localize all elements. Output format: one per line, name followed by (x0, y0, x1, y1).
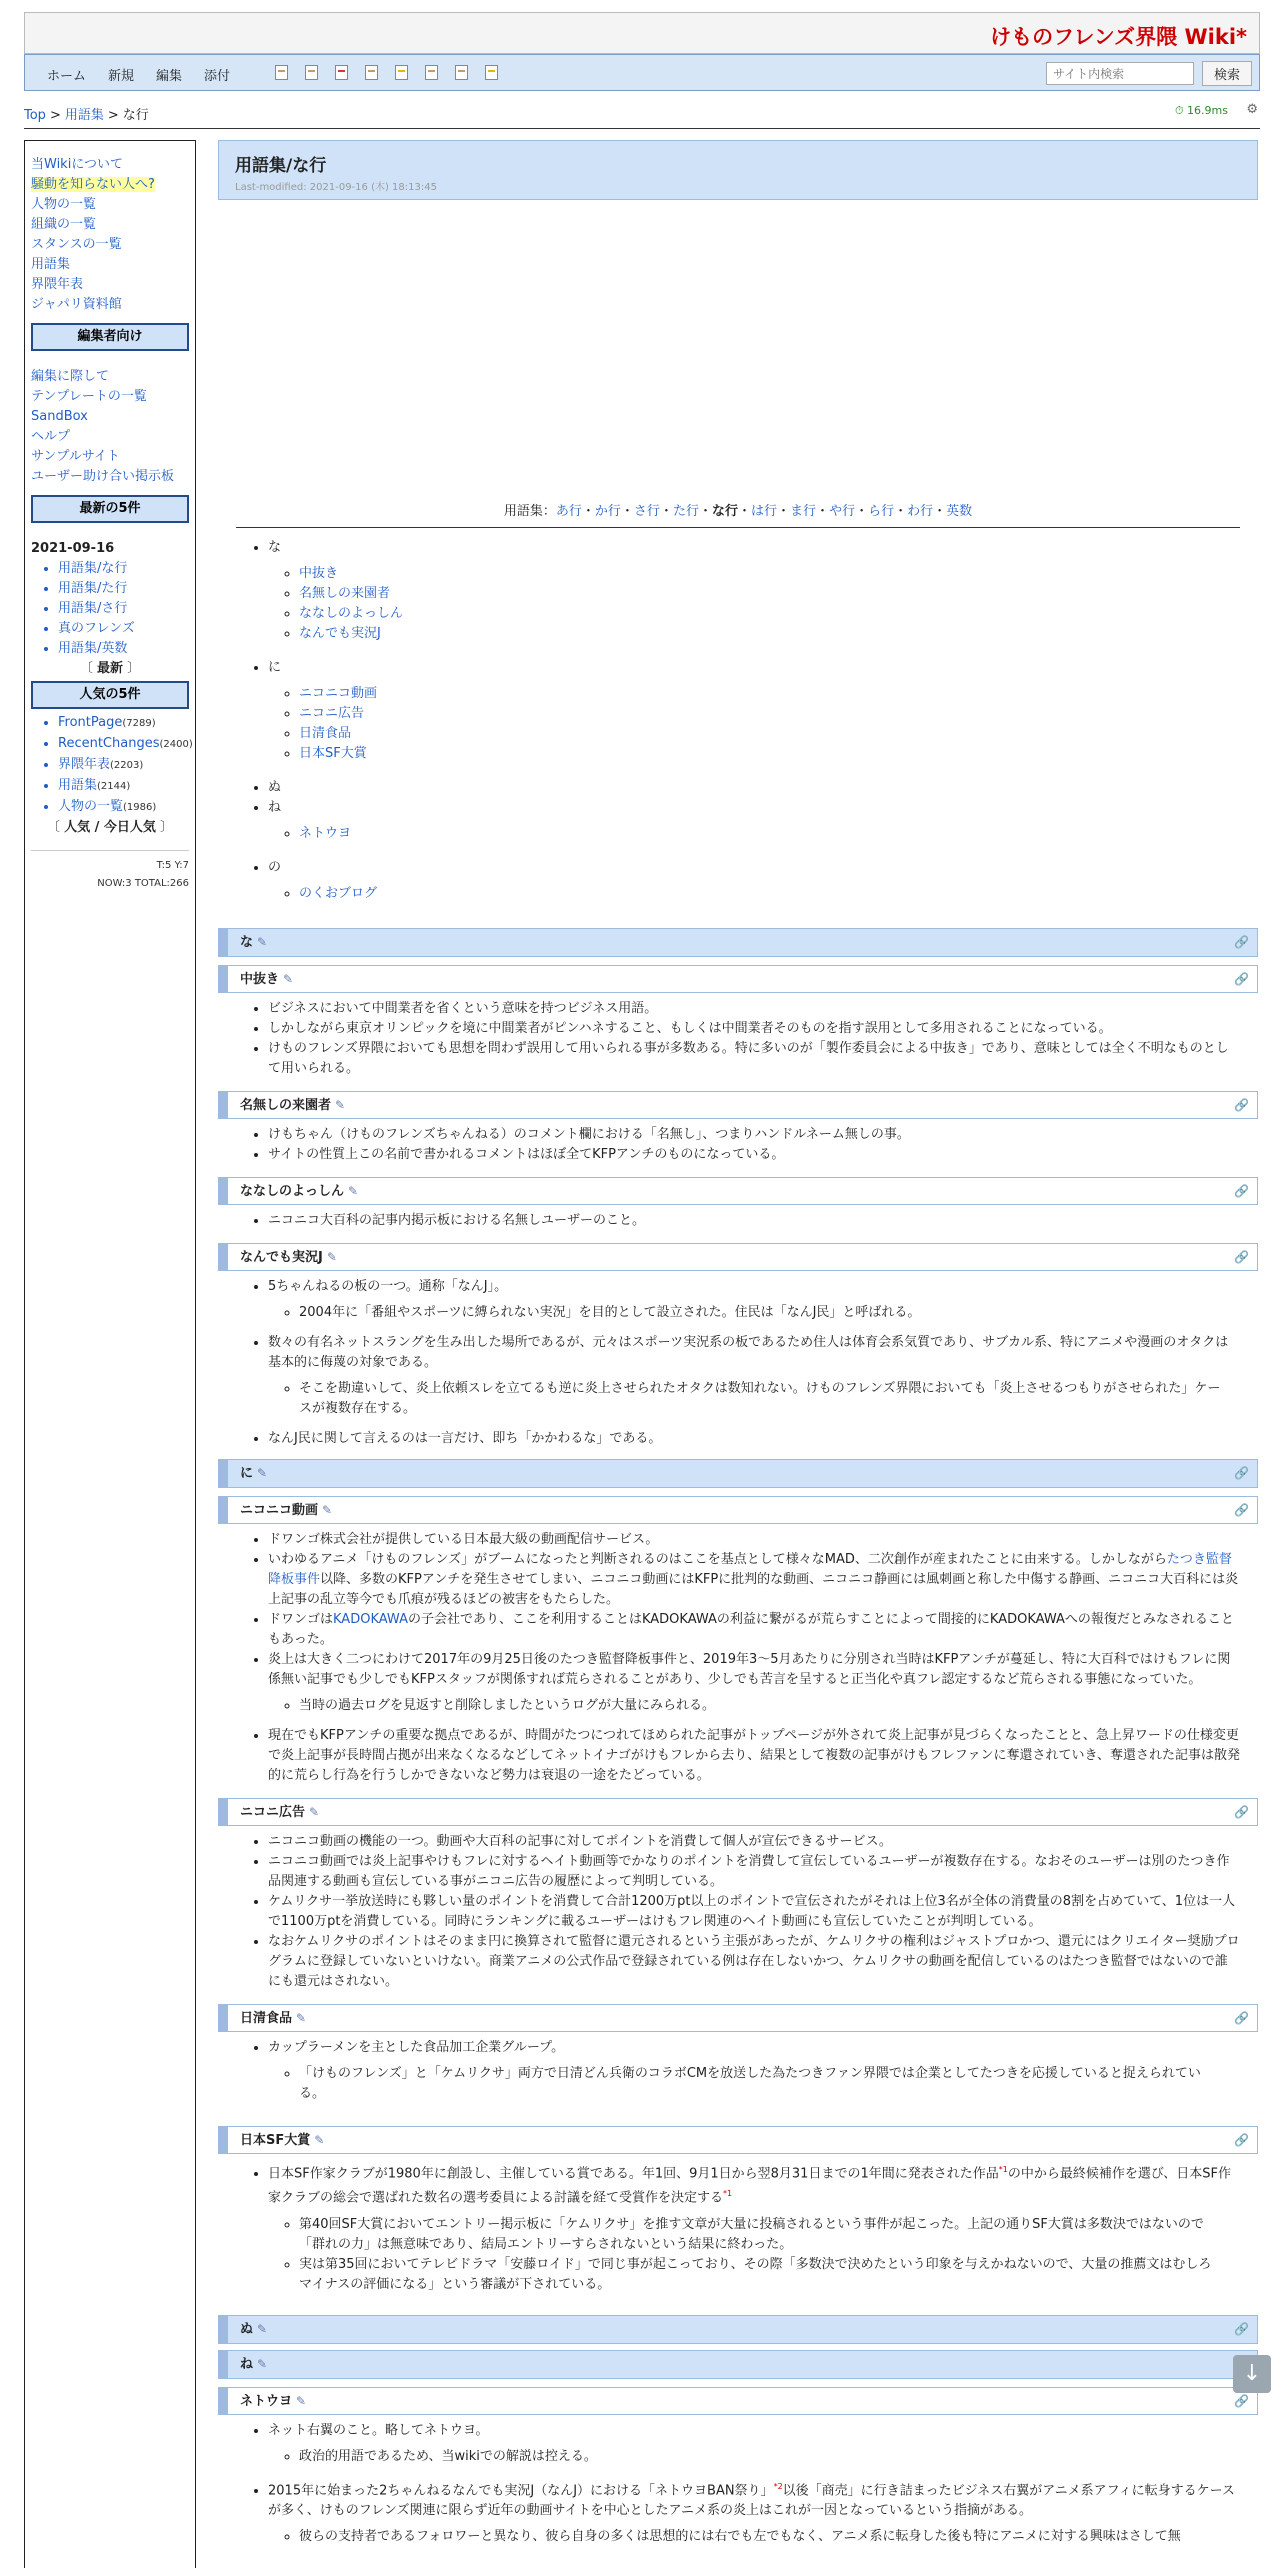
index-nav-na-current: な行 (711, 504, 738, 519)
menu-link-stances[interactable]: スタンスの一覧 (31, 237, 122, 252)
recent-item (58, 599, 189, 619)
heading-text: ね (240, 2356, 254, 2372)
link-tatsuki-incident[interactable]: たつき監督降板事件 (268, 1552, 1232, 1587)
perf-time: 16.9ms (1187, 104, 1228, 117)
list-item: • けもちゃん（けものフレンズちゃんねる）のコメント欄における「名無し」、つまりハンドルネーム無しの事。 (268, 1125, 1258, 1145)
recent-item (58, 559, 189, 579)
list-item (268, 1610, 1258, 1650)
edit-pencil-icon[interactable]: ✎ (335, 1098, 346, 1112)
item-text: 炎上は大きく二つにわけて2017年の9月25日後のたつき監督降板事件と、2019年3～5月あたりに分別され当時はKFPアンチが蔓延し、特に大百科ではけもフレに関係無い記事でも少しでもKFPスタッフが関係すれば荒らされることがあり、少しでも苦言を呈すると正当化や真フレ認定するなど荒らされる事態になっていた。 (268, 1652, 1231, 1687)
ad-space (218, 200, 1258, 500)
index-nav-ka[interactable]: か行 (594, 504, 621, 519)
anchor-link-icon[interactable]: 🔗 (1234, 1503, 1249, 1517)
footnote-link[interactable]: *2 (773, 2481, 783, 2491)
footnote-link[interactable]: *1 (723, 2189, 733, 2199)
nav-edit[interactable]: 編集 (156, 69, 183, 84)
menu-link-templates[interactable]: テンプレートの一覧 (31, 389, 147, 404)
recent-link[interactable]: 用語集/な行 (58, 561, 128, 576)
heading-text: ネトウヨ (240, 2393, 293, 2409)
list-item: • 現在でもKFPアンチの重要な拠点であるが、時間がたつにつれてほめられた記事がトップページが外されて炎上記事が見づらくなったことと、急上昇ワードの仕様変更で炎上記事が長時間占拠が出来なくなるなどしてネットイナゴがけもフレから去り、結果として複数の記事がけもフレファンに奪還されていき、奪還された記事は散発的に荒らし行為を行うしかできないなど勢力は衰退の一途をたどっている。 (268, 1726, 1258, 1786)
toc-item (268, 538, 1258, 644)
section-niconico (218, 1524, 1258, 1790)
item-text: 数々の有名ネットスラングを生み出した場所であるが、元々はスポーツ実況系の板であるため住人は体育会系気質であり、サブカル系、特にアニメや漫画のオタクは基本的に侮蔑の対象である。 (268, 1335, 1229, 1370)
recent-more: 〔 最新 〕 (79, 661, 141, 676)
breadcrumb-sep: > (49, 108, 61, 123)
toc-link[interactable]: 日本SF大賞 (299, 746, 367, 761)
breadcrumb-top[interactable]: Top (24, 108, 46, 123)
edit-pencil-icon[interactable]: ✎ (326, 1250, 337, 1264)
toc-subitem (299, 744, 1258, 764)
heading-text: ななしのよっしん (240, 1184, 345, 1199)
toc-link[interactable]: 日清食品 (299, 726, 352, 741)
table-of-contents (218, 528, 1258, 922)
heading-nicoad (218, 1798, 1258, 1826)
toc-link[interactable]: のくおブログ (299, 886, 378, 901)
recent-date: 2021-09-16 (31, 541, 115, 556)
index-nav-a[interactable]: あ行 (555, 504, 582, 519)
edit-pencil-icon[interactable]: ✎ (314, 2133, 325, 2147)
popular-count: (2400) (159, 739, 193, 750)
recent-item (58, 619, 189, 639)
site-header (24, 12, 1260, 54)
edit-pencil-icon[interactable]: ✎ (257, 1466, 268, 1480)
toc-link[interactable]: ネトウヨ (299, 826, 352, 841)
popular-link[interactable]: FrontPage (58, 715, 123, 730)
toc-subitem (299, 584, 1258, 604)
index-sep: ・ (816, 504, 830, 519)
menu-link-newcomer[interactable]: 騒動を知らない人へ? (31, 177, 155, 192)
list-subitem: ◦ 「けものフレンズ」と「ケムリクサ」両方で日清どん兵衛のコラボCMを放送した為たつきファン界隈では企業としてたつきを応援していると捉えられている。 (299, 2064, 1240, 2104)
sidebar (24, 140, 196, 2568)
heading-text: なんでも実況J (240, 1250, 323, 1265)
menu-link-glossary[interactable]: 用語集 (31, 257, 71, 272)
anchor-link-icon[interactable]: 🔗 (1234, 2393, 1249, 2408)
index-nav-ha[interactable]: は行 (751, 504, 778, 519)
section-netuyo (218, 2415, 1258, 2561)
popular-link[interactable]: 界隈年表 (58, 757, 111, 772)
index-sep: ・ (855, 504, 869, 519)
list-item: • なおケムリクサのポイントはそのまま円に換算されて監督に還元されるという主張があったが、ケムリクサの権利はジャストプロかつ、還元にはクリエイター奨励プログラムに登録していないといけない。商業アニメの公式作品で登録されている例は存在しないかつ、ケムリクサの動画を配信しているのはたつき監督ではないので誰にも還元はされない。 (268, 1932, 1258, 1992)
heading-text: 名無しの来園者 (240, 1098, 332, 1113)
edit-pencil-icon[interactable]: ✎ (257, 2321, 268, 2336)
list-item: • ニコニコ動画の機能の一つ。動画や大百科の記事に対してポイントを消費して個人が宣伝できるサービス。 (268, 1832, 1258, 1852)
search-button[interactable]: 検索 (1202, 61, 1252, 86)
popular-list (31, 713, 193, 818)
toc-subitem (299, 604, 1258, 624)
item-text: いわゆるアニメ「けものフレンズ」がブームになったと判断されるのはここを基点として様々なMAD、二次創作が産まれたことに由来する。しかしながら (268, 1552, 1167, 1567)
site-title[interactable]: けものフレンズ界隈 Wiki* (990, 25, 1247, 49)
lock-icon[interactable] (395, 65, 408, 80)
heading-text: ニコニ広告 (240, 1805, 306, 1820)
anchor-link-icon[interactable]: 🔗 (1234, 972, 1249, 986)
menu-header-editors: 編集者向け (31, 323, 189, 351)
recent-item (58, 579, 189, 599)
anchor-link-icon[interactable]: 🔗 (1234, 1466, 1249, 1480)
edit-pencil-icon[interactable]: ✎ (296, 2393, 307, 2408)
heading-text: に (240, 1466, 254, 1481)
popular-more-link[interactable]: 人気 / 今日人気 (64, 820, 156, 835)
toc-subitem (299, 564, 1258, 584)
recent-more-link[interactable]: 最新 (96, 661, 123, 676)
heading-nissin (218, 2004, 1258, 2032)
menu-link-archive[interactable]: ジャパリ資料館 (31, 297, 122, 312)
toc-link[interactable]: なんでも実況J (299, 626, 381, 641)
toc-subitem (299, 704, 1258, 724)
toc-subitem (299, 724, 1258, 744)
index-sep: ・ (777, 504, 791, 519)
popular-link[interactable]: RecentChanges (58, 736, 160, 751)
index-nav-ra[interactable]: ら行 (868, 504, 895, 519)
anchor-link-icon[interactable]: 🔗 (1234, 935, 1249, 949)
toc-item (268, 858, 1258, 904)
heading-na (218, 928, 1258, 957)
list-item: • ドワンゴ株式会社が提供している日本最大級の動画配信サービス。 (268, 1530, 1258, 1550)
nav-home[interactable]: ホーム (47, 69, 87, 84)
anchor-link-icon[interactable]: 🔗 (1234, 1098, 1249, 1112)
menu-link-orgs[interactable]: 組織の一覧 (31, 217, 97, 232)
list-subitem: ◦ 当時の過去ログを見返すと削除しましたというログが大量にみられる。 (299, 1696, 1240, 1716)
anchor-link-icon[interactable]: 🔗 (1234, 1184, 1249, 1198)
list-item: • ニコニコ大百科の記事内掲示板における名無しユーザーのこと。 (268, 1211, 1258, 1231)
index-nav-ma[interactable]: ま行 (790, 504, 817, 519)
popular-count: (1986) (123, 802, 157, 813)
recent-link[interactable]: 用語集/英数 (58, 641, 128, 656)
breadcrumb-current: な行 (122, 108, 149, 123)
menu-link-help[interactable]: ヘルプ (31, 429, 71, 444)
index-nav-sa[interactable]: さ行 (633, 504, 660, 519)
list-item: • なんJ民に関して言えるのは一言だけ、即ち「かかわるな」である。 (268, 1429, 1258, 1449)
backup-icon[interactable] (365, 65, 378, 80)
list-item (268, 1277, 1258, 1323)
edit-pencil-icon[interactable] (275, 65, 288, 80)
item-text: 日本SF作家クラブが1980年に創設し、主催している賞である。年1回、9月1日から翌8月31日までの1年間に発表された作品 (268, 2166, 999, 2182)
recent-link[interactable]: 用語集/た行 (58, 581, 128, 596)
search-input[interactable] (1046, 62, 1194, 85)
item-text: 以降、多数のKFPアンチを発生させてしまい、ニコニコ動画にはKFPに批判的な動画、ニコニコ静画には風刺画と称した中傷する静画、ニコニコ大百科には炎上記事の乱立等今でも爪痕が残るほどの被害をもたらした。 (268, 1572, 1239, 1607)
page-title: 用語集/な行 (235, 156, 327, 176)
toc-subitem (299, 684, 1258, 704)
menu-link-timeline[interactable]: 界隈年表 (31, 277, 84, 292)
index-sep: ・ (933, 504, 947, 519)
item-text: の中から最終候補作を選び、日本SF作家クラブの総会で選ばれた数名の選考委員による討議を経て受賞作を決定する (268, 2166, 1232, 2206)
section-nakanuki (218, 993, 1258, 1083)
popular-item (58, 776, 189, 797)
toc-item (268, 798, 1258, 844)
heading-text: 日本SF大賞 (240, 2133, 311, 2148)
toc-label: ぬ (268, 780, 282, 795)
edit-pencil-icon[interactable]: ✎ (296, 2011, 307, 2025)
toc-link[interactable]: 名無しの来園者 (299, 586, 391, 601)
item-text: ドワンゴは (268, 1612, 334, 1627)
list-item (268, 2421, 1258, 2467)
anchor-link-icon[interactable]: 🔗 (1234, 1805, 1249, 1819)
index-sep: ・ (698, 504, 712, 519)
anchor-link-icon[interactable]: 🔗 (1234, 2133, 1249, 2147)
new-page-icon[interactable] (305, 65, 318, 80)
heading-text: 日清食品 (240, 2011, 293, 2026)
list-subitem: ◦ 2004年に「番組やスポーツに縛られない実況」を目的として設立された。住民は「なんJ民」と呼ばれる。 (299, 1303, 1240, 1323)
index-sep: ・ (620, 504, 634, 519)
top-divider (24, 128, 1260, 129)
recent-link[interactable]: 真のフレンズ (58, 621, 135, 636)
list-item (268, 2477, 1258, 2547)
menu-header-popular: 人気の5件 (31, 681, 189, 709)
edit-pencil-icon[interactable]: ✎ (322, 1503, 333, 1517)
scroll-down-button[interactable]: ↓ (1233, 2355, 1271, 2393)
stopwatch-icon: ⏱ (1174, 104, 1188, 117)
toc-link[interactable]: ニコニコ動画 (299, 686, 378, 701)
list-subitem: ◦ 第40回SF大賞においてエントリー掲示板に「ケムリクサ」を推す文章が大量に投稿されるという事件が起こった。上記の通りSF大賞は多数決ではないので「群れの力」は無意味であり、結局エントリーすらされないという結果に終わった。 (299, 2215, 1240, 2255)
nav-new[interactable]: 新規 (108, 69, 135, 84)
heading-netuyo (218, 2387, 1258, 2415)
footnote-link[interactable]: *1 (998, 2165, 1008, 2174)
section-nanj (218, 1271, 1258, 1453)
edit-pencil-icon[interactable]: ✎ (283, 972, 294, 986)
popular-count: (2203) (110, 760, 144, 771)
list-item (268, 1650, 1258, 1716)
index-nav-wa[interactable]: わ行 (907, 504, 934, 519)
item-text: 以後「商売」に行き詰まったビジネス右翼がアニメ系アフィに転身するケースが多く、けものフレンズ関連に限らず近年の動画サイトを中心としたアニメ系の炎上はこれが一因となっているという指摘がある。 (268, 2482, 1235, 2518)
item-text: カップラーメンを主とした食品加工企業グループ。 (268, 2040, 565, 2055)
menu-link-editing[interactable]: 編集に際して (31, 369, 110, 384)
list-item (268, 2038, 1258, 2104)
heading-sf-award (218, 2126, 1258, 2154)
history-icon[interactable] (455, 65, 468, 80)
menu-link-about[interactable]: 当Wikiについて (31, 157, 124, 172)
recent-link[interactable]: 用語集/さ行 (58, 601, 128, 616)
nav-links (47, 65, 230, 84)
list-item (268, 1550, 1258, 1610)
heading-text: ニコニコ動画 (240, 1503, 319, 1518)
heading-text: ぬ (240, 2321, 254, 2337)
list-subitem: ◦ そこを勘違いして、炎上依頼スレを立てるも逆に炎上させられたオタクは数知れない。けものフレンズ界隈においても「炎上させるつもりがさせられた」ケースが複数存在する。 (299, 1379, 1240, 1419)
item-text: 5ちゃんねるの板の一つ。通称「なんJ」。 (268, 1279, 508, 1294)
toc-link[interactable]: ななしのよっしん (299, 606, 404, 621)
popular-link[interactable]: 人物の一覧 (58, 799, 124, 814)
list-item (268, 2160, 1258, 2295)
toc-subitem (299, 884, 1258, 904)
edit-pencil-icon[interactable]: ✎ (348, 1184, 359, 1198)
heading-niconico (218, 1496, 1258, 1524)
anchor-link-icon[interactable]: 🔗 (1234, 2011, 1249, 2025)
toc-link[interactable]: 中抜き (299, 566, 339, 581)
counter-stats-1: T:5 Y:7 (156, 860, 189, 871)
menu-link-bbs[interactable]: ユーザー助け合い掲示板 (31, 469, 175, 484)
breadcrumb-glossary[interactable]: 用語集 (64, 108, 104, 123)
edit-pencil-icon[interactable]: ✎ (309, 1805, 320, 1819)
menu-link-sandbox[interactable]: SandBox (31, 409, 88, 424)
item-text: の子会社であり、ここを利用することはKADOKAWAの利益に繋がるが荒らすことによって間接的にKADOKAWAへの報復だとみなされることもあった。 (268, 1612, 1234, 1647)
toc-link[interactable]: ニコニ広告 (299, 706, 365, 721)
list-item (268, 1333, 1258, 1419)
copy-page-icon[interactable] (425, 65, 438, 80)
item-text: ネット右翼のこと。略してネトウヨ。 (268, 2422, 489, 2438)
list-item: • ビジネスにおいて中間業者を省くという意味を持つビジネス用語。 (268, 999, 1258, 1019)
section-nissin (218, 2032, 1258, 2118)
index-sep: ・ (581, 504, 595, 519)
index-nav-prefix: 用語集： (503, 504, 556, 519)
breadcrumb-sep: > (107, 108, 119, 123)
popular-more: 〔 人気 / 今日人気 〕 (46, 820, 174, 835)
heading-nu (218, 2315, 1258, 2344)
index-sep: ・ (737, 504, 751, 519)
edit-pencil-icon[interactable]: ✎ (257, 935, 268, 949)
popular-count: (2144) (97, 781, 131, 792)
popular-count: (7289) (122, 718, 156, 729)
list-subitem: ◦ 実は第35回においてテレビドラマ「安藤ロイド」で同じ事が起こっており、その際「多数決で決めたという印象を与えかねないので、大量の推薦文はむしろマイナスの評価になる」という審議が下されている。 (299, 2255, 1240, 2295)
index-sep: ・ (659, 504, 673, 519)
popular-item (58, 797, 189, 818)
list-item: • しかしながら東京オリンピックを境に中間業者がピンハネすること、もしくは中間業者そのものを指す誤用として多用されることになっている。 (268, 1019, 1258, 1039)
heading-nakanuki (218, 965, 1258, 993)
heading-nanashi (218, 1091, 1258, 1119)
delete-page-icon[interactable] (335, 65, 348, 80)
perf-badge (1175, 104, 1228, 118)
toc-label: ね (268, 800, 282, 815)
menu-link-people[interactable]: 人物の一覧 (31, 197, 97, 212)
heading-nanj (218, 1243, 1258, 1271)
recent-list (31, 559, 189, 659)
edit-pencil-icon[interactable]: ✎ (257, 2356, 268, 2371)
menu-header-recent: 最新の5件 (31, 495, 189, 523)
counter-stats-2: NOW:3 TOTAL:266 (97, 878, 189, 889)
section-sf-award (218, 2154, 1258, 2309)
gear-icon[interactable]: ⚙ (1246, 102, 1258, 117)
index-nav (236, 500, 1240, 528)
popular-link[interactable]: 用語集 (58, 778, 98, 793)
toc-subitem (299, 624, 1258, 644)
main-content (218, 140, 1258, 2561)
toc-item (268, 778, 1258, 798)
toc-subitem (299, 824, 1258, 844)
navbar (24, 54, 1260, 91)
heading-text: 中抜き (240, 972, 280, 987)
list-item: • けものフレンズ界隈においても思想を問わず誤用して用いられる事が多数ある。特に多いのが「製作委員会による中抜き」であり、意味としては全く不明なものとして用いられる。 (268, 1039, 1258, 1079)
section-yossin (218, 1205, 1258, 1235)
index-nav-eisu[interactable]: 英数 (946, 504, 973, 519)
heading-yossin (218, 1177, 1258, 1205)
index-nav-ta[interactable]: た行 (672, 504, 699, 519)
index-nav-ya[interactable]: や行 (829, 504, 856, 519)
recent-item (58, 639, 189, 659)
section-nicoad (218, 1826, 1258, 1996)
popular-item (58, 713, 189, 734)
link-kadokawa[interactable]: KADOKAWA (333, 1612, 408, 1627)
heading-ni (218, 1459, 1258, 1488)
menu-link-sample[interactable]: サンプルサイト (31, 449, 120, 464)
toc-label: に (268, 660, 282, 675)
list-item: • ニコニコ動画では炎上記事やけもフレに対するヘイト動画等でかなりのポイントを消費して宣伝しているユーザーが複数存在する。なおそのユーザーは別のたつき作品関連する動画も宣伝している事がニコニ広告の履歴によって判明している。 (268, 1852, 1258, 1892)
nav-attach[interactable]: 添付 (204, 69, 231, 84)
last-modified: Last-modified: 2021-09-16 (木) 18:13:45 (235, 182, 437, 193)
page-title-box (218, 140, 1258, 200)
heading-text: な (240, 935, 254, 950)
attach-file-icon[interactable] (485, 65, 498, 80)
anchor-link-icon[interactable]: 🔗 (1234, 2321, 1249, 2336)
toc-label: の (268, 860, 282, 875)
anchor-link-icon[interactable]: 🔗 (1234, 1250, 1249, 1264)
heading-ne (218, 2350, 1258, 2379)
section-nanashi (218, 1119, 1258, 1169)
breadcrumb (24, 104, 149, 123)
list-item: • ケムリクサ一挙放送時にも夥しい量のポイントを消費して合計1200万pt以上のポイントで宣伝されたがそれは上位3名が全体の消費量の8割を占めていて、1位は一人で1100万ptを消費している。同時にランキングに載るユーザーはけもフレ関連のヘイト動画にも宣伝していたことが判明している。 (268, 1892, 1258, 1932)
toc-item (268, 658, 1258, 764)
item-text: 2015年に始まった2ちゃんねるなんでも実況J（なんJ）における「ネトウヨBAN祭り」 (268, 2482, 774, 2498)
list-item: • サイトの性質上この名前で書かれるコメントはほぼ全てKFPアンチのものになっている。 (268, 1145, 1258, 1165)
toolbar-icons (275, 65, 498, 80)
toc-label: な (268, 540, 282, 555)
index-sep: ・ (894, 504, 908, 519)
popular-item (58, 734, 193, 755)
popular-item (58, 755, 189, 776)
list-subitem: ◦ 彼らの支持者であるフォロワーと異なり、彼ら自身の多くは思想的には右でも左でもなく、アニメ系に転身した後も特にアニメに対する興味はさして無 (299, 2527, 1240, 2547)
list-subitem: ◦ 政治的用語であるため、当wikiでの解説は控える。 (299, 2447, 1240, 2467)
